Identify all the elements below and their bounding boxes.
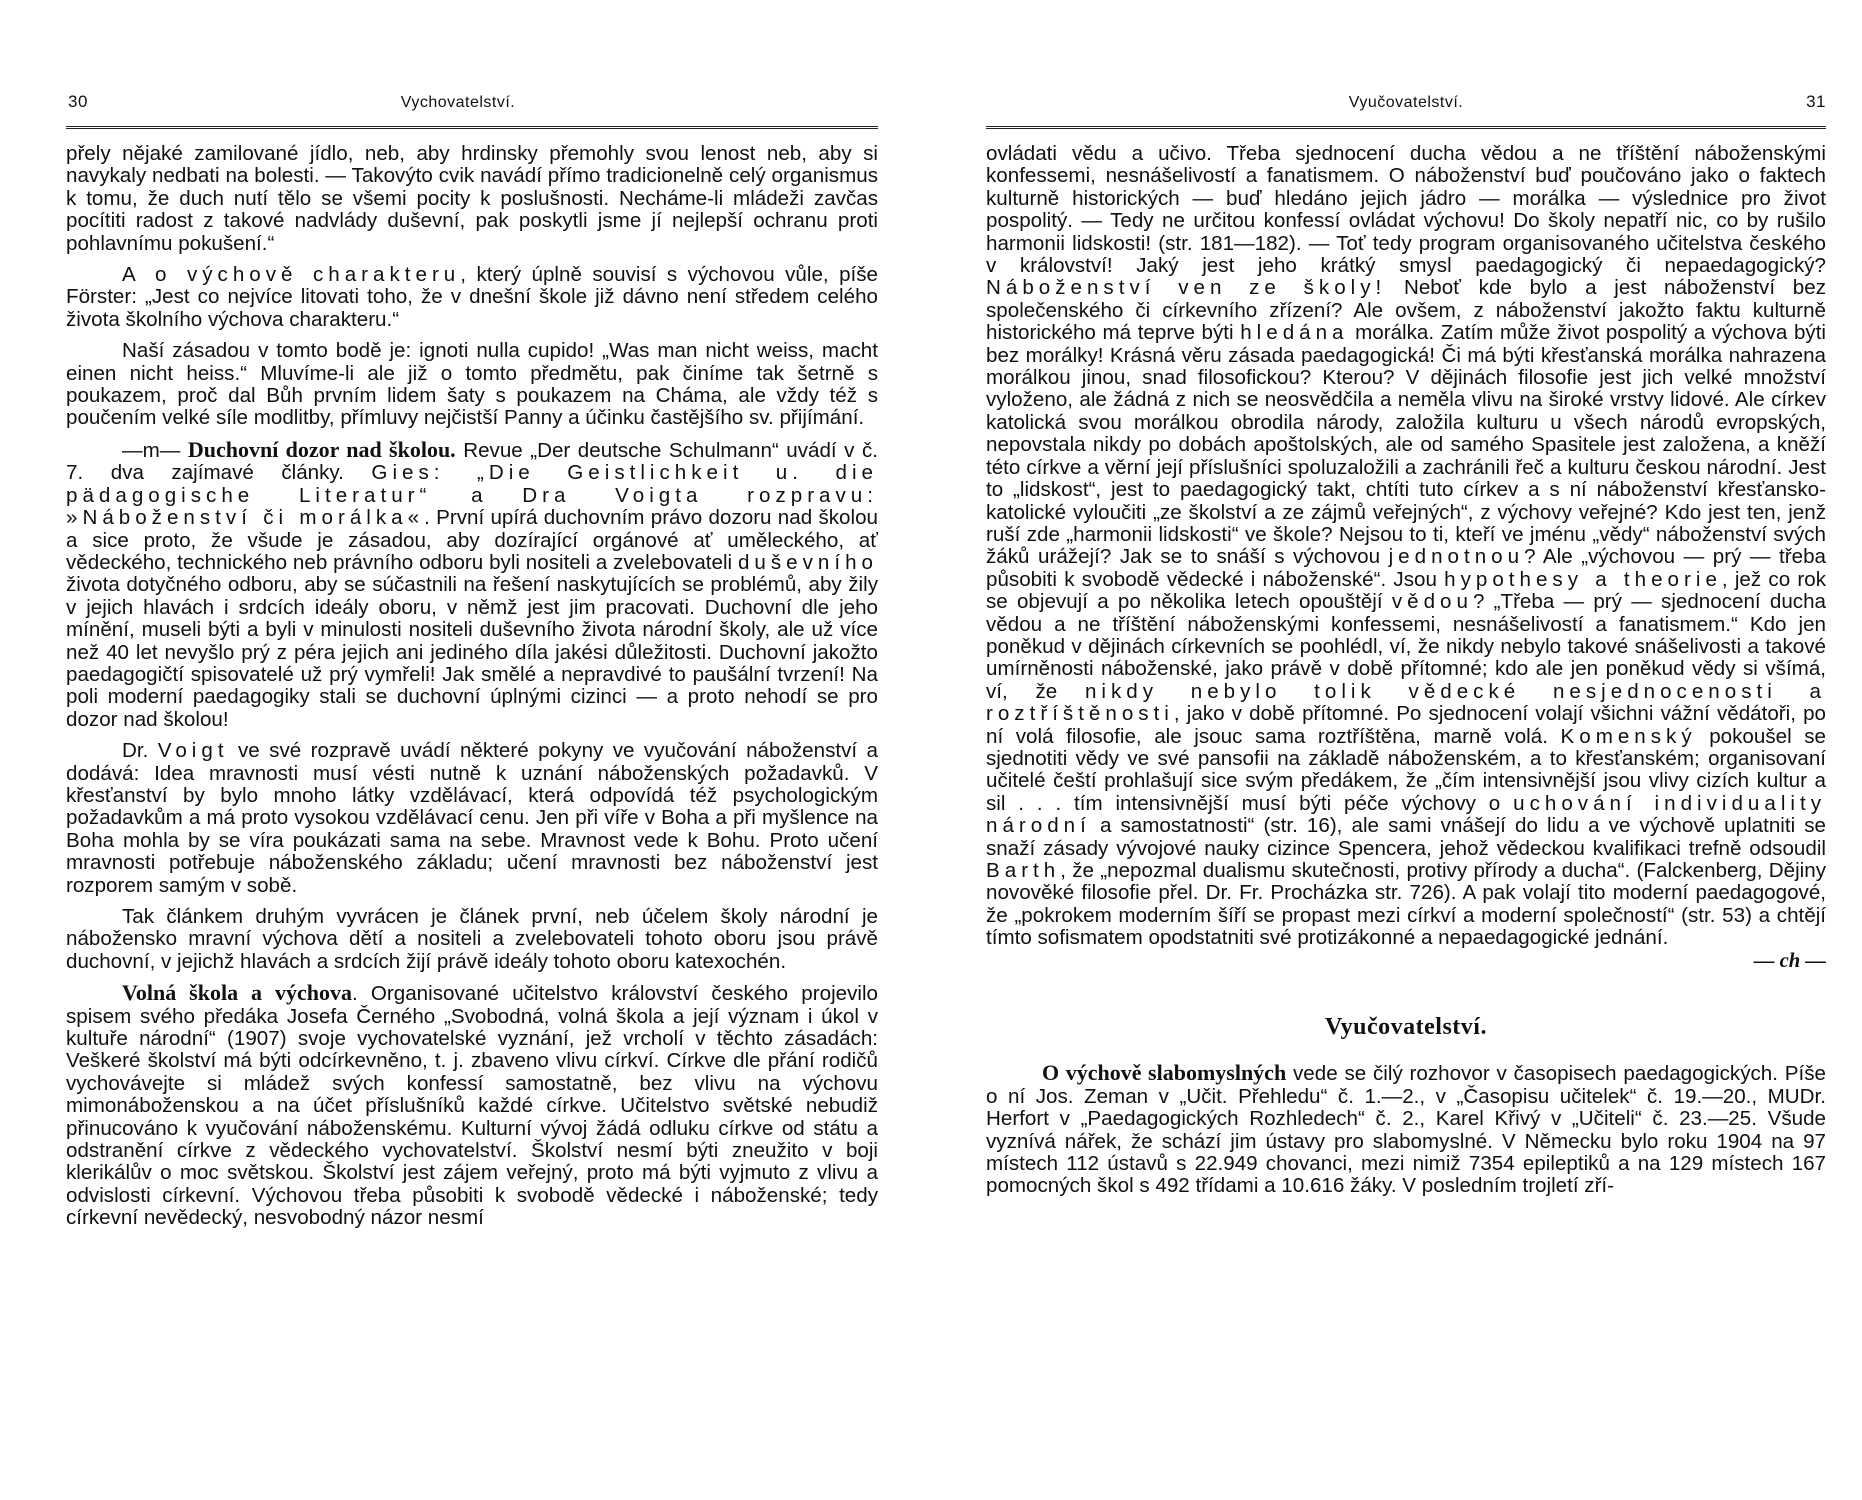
spaced-emphasis-text: Voigt [157, 739, 229, 763]
paragraph [66, 264, 878, 331]
spaced-emphasis-text: Gies: „Die Geistlichkeit u. die pädagogische Literatur“ [66, 461, 878, 507]
page-number: 30 [68, 92, 88, 111]
header-title: Vychovatelství. [400, 94, 516, 111]
spaced-emphasis-text: jednotnou [1388, 545, 1525, 569]
paragraph [66, 740, 878, 897]
header-rule [986, 126, 1826, 129]
right-page-body [986, 143, 1826, 1198]
section-body [986, 1062, 1826, 1197]
text-run: ? Ale „výchovou — prý — třeba působiti k svobodě vědecké i náboženské“. Jsou [986, 545, 1826, 591]
bold-heading-text: Duchovní dozor nad školou. [187, 436, 456, 462]
page-number: 31 [1806, 92, 1826, 111]
paragraph [66, 143, 878, 255]
text-run: , že „nepozmal dualismu skutečnosti, protivy přírody a ducha“. (Falckenberg, Dějiny novověké filosofie přel. Dr. Fr. Procházka str. 726). A pak volají tito moderní paedagogové, že „pokrokem moderním šíří se propast mezi církví a moderní společností“ (str. 53) a chtějí tímto sofismatem opodstatniti své protizákonné a nepaedagogické jednání. [986, 859, 1826, 950]
header-title: Vyučovatelství. [1348, 94, 1464, 111]
text-run: Dr. [122, 739, 158, 763]
text-run: Neboť kde bylo a jest náboženství bez společenského či církevního zřízení? Ale ovšem, z náboženství jakožto faktu kulturně historického má teprve býti [986, 276, 1827, 345]
text-run: ve své rozpravě uvádí některé pokyny ve vyučování náboženství a dodává: Idea mravnosti musí vésti nutně k uznání náboženských požadavků. V křesťanství by bylo mnoho látky vzdělávací, která odpovídá též psychologickým požadavkům a má proto vysokou vzdělávací cenu. Jen při víře v Boha a při myšlence na Boha mohla by se víra poukázati sama na sebe. Mravnost vede k Bohu. Proto učení mravnosti potřebuje náboženského základu; učení mravnosti bez náboženství jest rozporem samým v sobě. [66, 739, 878, 897]
text-run: vede se čilý rozhovor v časopisech paedagogických. Píše o ní Jos. Zeman v „Učit. Přehledu“ č. 1.—2., v „Časopisu učitelek“ č. 19.—20., MUDr. Herfort v „Paedagogických Rozhledech“ č. 2., Karel Křivý v „Učiteli“ č. 23.—25. Všude vyznívá nářek, že schází jim ústavy pro slabomyslné. V Německu bylo roku 1904 na 97 místech 112 ústavů s 22.949 chovanci, mezi nimiž 7354 epileptiků a na 129 místech 167 pomocných škol s 492 třídami a 10.616 žáky. V posledním trojletí zří- [986, 1062, 1826, 1198]
header-rule [66, 126, 878, 129]
left-page [38, 0, 878, 1239]
spaced-emphasis-text: duševního [737, 550, 878, 574]
section-heading: Vyučovatelství. [1325, 1014, 1487, 1041]
bold-heading-text: Volná škola a výchova [122, 980, 352, 1006]
paragraph [66, 436, 878, 731]
article-continuation [986, 143, 1826, 950]
text-run: pokoušel se sjednotiti vědy ve své pansofii na základě náboženském, a to křesťanském; organisovaní učitelé čeští prohlašují sice svým předákem, že „čím intensivnější jsou vlivy cizích kultur a sil . . . tím intensivnější musí býti péče výchovy o [986, 724, 1826, 815]
paragraph [66, 906, 878, 973]
spaced-emphasis-text: vědou [1391, 590, 1473, 614]
spaced-emphasis-text: uchování individuality národní [986, 791, 1827, 838]
text-run: Tak článkem druhým vyvrácen je článek první, neb účelem školy národní je nábožensko mravní výchova dětí a nositeli a zvelebovateli tohoto oboru jsou právě duchovní, v jejichž hlavách a srdcích žijí právě ideály tohoto oboru katexochén. [66, 905, 878, 973]
spaced-emphasis-text: Náboženství ven ze školy! [986, 276, 1387, 300]
article-signature: — ch — [1753, 949, 1826, 972]
bold-heading-text: O výchově slabomyslných [1042, 1060, 1287, 1086]
text-run: , který úplně souvisí s výchovou vůle, píše Förster: „Jest co nejvíce litovati toho, že v dnešní škole již dávno není středem celého života školního výchova charakteru.“ [66, 263, 878, 331]
running-header [38, 86, 878, 126]
right-page [986, 0, 1826, 1207]
spaced-emphasis-text: Dra Voigta rozpravu: »Náboženství či morálka« [66, 483, 878, 530]
text-run: Revue „Der deutsche Schulmann“ uvádí v č. 7. dva zajímavé články. [66, 438, 878, 485]
paragraph [66, 982, 878, 1229]
text-run: a samostatnosti“ (str. 16), ale sami vnášejí do lidu a ve výchově uplatniti se snaží zásady vývojové nauky cizince Spencera, jehož vědeckou kvalifikaci trefně odsoudil [986, 814, 1826, 860]
spaced-emphasis-text: Barth [986, 859, 1061, 882]
spaced-emphasis-text: Komenský [1560, 724, 1697, 748]
running-header [986, 86, 1826, 126]
signature-line [986, 950, 1826, 972]
paragraph [986, 143, 1826, 950]
text-run: ovládati vědu a učivo. Třeba sjednocení ducha vědou a ne tříštění náboženskými konfessemi, nesnášelivostí a fanatismem. O náboženství buď poučováno jako o faktech kulturně historických — buď hledáno jejich jádro — morálka — výslednice pro život pospolitý. — Tedy ne určitou konfessí ovládat výchovu! Do školy nepatří nic, co by rušilo harmonii lidskosti! (str. 181—182). — Toť tedy program organisovaného učitelstva českého v království! Jaký jest jeho krátký smysl paedagogický či nepaedagogický? [986, 142, 1826, 278]
paragraph [986, 1062, 1826, 1197]
text-run: morálka. Zatím může život pospolitý a výchova býti bez morálky! Krásná věru zásada paedagogická! Či má býti křesťanská morálka nahrazena morálkou jinou, snad filosofickou? Kterou? V dějinách filosofie jest jich velké množství vyloženo, ale žádná z nich se neosvědčila a neměla vlivu na široké vrstvy lidové. Ale církev katolická svou morálkou obrodila národy, založila kulturu u všech národů evropských, nepovstala nikdy po dobách apoštolských, ale od samého Spasitele jest založena, a kněží této církve a věrní její příslušníci spoluzaložili a zachránili řeč a kulturu českou národní. Jest to „lidskost“, jest to paedagogický takt, chtíti tuto církev a s ní náboženství křesťansko-katolické vyloučiti „ze školství a ze zájmů veřejných“, z výchovy veřejné? Kdo jest ten, jenž ruší zde „harmonii lidskosti“ ve škole? Nejsou to ti, kteří ve jménu „vědy“ náboženství svých žáků urážejí? Jak se to snáší s výchovou [986, 321, 1826, 569]
text-run: , jež co rok se objevují a po několika letech opouštějí [986, 567, 1826, 614]
text-run: přely nějaké zamilované jídlo, neb, aby hrdinsky přemohly svou lenost neb, aby si navykaly nedbati na bolesti. — Takovýto cvik navádí přímo tradicionelně celý organismus k tomu, že duch nutí tělo se všemi pocity k poslušnosti. Necháme-li mládeži zavčas pocítiti radost z takové nadvlády duševní, pak poskytli jsme jí nejlepší ochranu proti pohlavnímu pokušení.“ [66, 142, 878, 255]
paragraph [66, 340, 878, 430]
text-run: Naší zásadou v tomto bodě je: ignoti nulla cupido! „Was man nicht weiss, macht einen nicht heiss.“ Mluvíme-li ale již o tomto předmětu, pak činíme tak šetrně s poukazem, proč dal Bůh prvním lidem šaty s poukazem na Cháma, ale vždy též s poučením velké síle modlitby, přímluvy nejčistší Panny a účinku častějšího sv. přijímání. [66, 339, 878, 430]
text-run: . První upírá duchovním právo dozoru nad školou a sice proto, že všude je zásadou, aby dozírající orgánové ať uměleckého, ať vědeckého, technického neb právního odboru byli nositeli a zvelebovateli [66, 506, 878, 574]
left-page-body [38, 143, 878, 1230]
spaced-emphasis-text: A o výchově charakteru [122, 263, 461, 287]
text-run: ? „Třeba — prý — sjednocení ducha vědou a ne tříštění náboženskými konfessemi, nesnášelivostí a fanatismem.“ Kdo jen poněkud v dějinách církevních se poohlédl, ví, že nikdy nebylo takové snášelivosti a takové umírněnosti náboženské, jako právě v době přítomné; kdo ale jen poněkud vědy si všímá, ví, že [986, 590, 1826, 703]
text-run: a [431, 483, 523, 507]
spaced-emphasis-text: nikdy nebylo tolik vědecké nesjednocenosti a roztříštěnosti [986, 679, 1826, 726]
spaced-emphasis-text: hypothesy a theorie [1444, 567, 1722, 591]
text-run: —m— [122, 438, 188, 462]
text-run: . Organisované učitelstvo království českého projevilo spisem svého předáka Josefa Černého „Svobodná, volná škola a její význam i úkol v kultuře národní“ (1907) svoje vychovatelské vyznání, jež vrcholí v těchto zásadách: Veškeré školství má býti odcírkevněno, t. j. zbaveno vlivu církví. Církve dle přání rodičů vychovávejte si mládež svých konfessí samostatně, bez vlivu na výchovu mimonáboženskou a na účet příslušníků každé církve. Učitelstvo světské nebudiž přinucováno k vyučování náboženskému. Kulturní vývoj žádá odluku církve od státu a odstranění církve z vědeckého vychovatelství. Školství nesmí býti zneužito v boji klerikálův o moc světskou. Školství jest zájem veřejný, proto má býti vyjmuto z vlivu a odvislosti církevní. Výchovou třeba působiti k svobodě vědecké i náboženské; tedy církevní nevědecký, nesvobodný názor nesmí [66, 982, 878, 1230]
text-run: života dotyčného odboru, aby se súčastnili na řešení naskytujících se problémů, aby žily v jejich hlavách i srdcích ideály oboru, v němž jest jim pracovati. Duchovní dle jeho mínění, museli býti a byli v minulosti nositeli duševního života národní školy, ale už více než 40 let nevyšlo prý z péra jejich ani jediného díla jakési důležitosti. Duchovní jakožto paedagogičtí spisovatelé už prý vymřeli! Jak smělé a nepravdivé to paušální tvrzení! Na poli moderní paedagogiky stali se duchovní úplnými cizinci — a proto nehodí se pro dozor nad školou! [66, 573, 878, 731]
spaced-emphasis-text: hledána [1240, 321, 1349, 345]
text-run: , jako v době přítomné. Po sjednocení volají všichni vážní vědátoři, po ní volá filosofie, ale jsouc sama roztříštěna, marně volá. [986, 702, 1826, 748]
